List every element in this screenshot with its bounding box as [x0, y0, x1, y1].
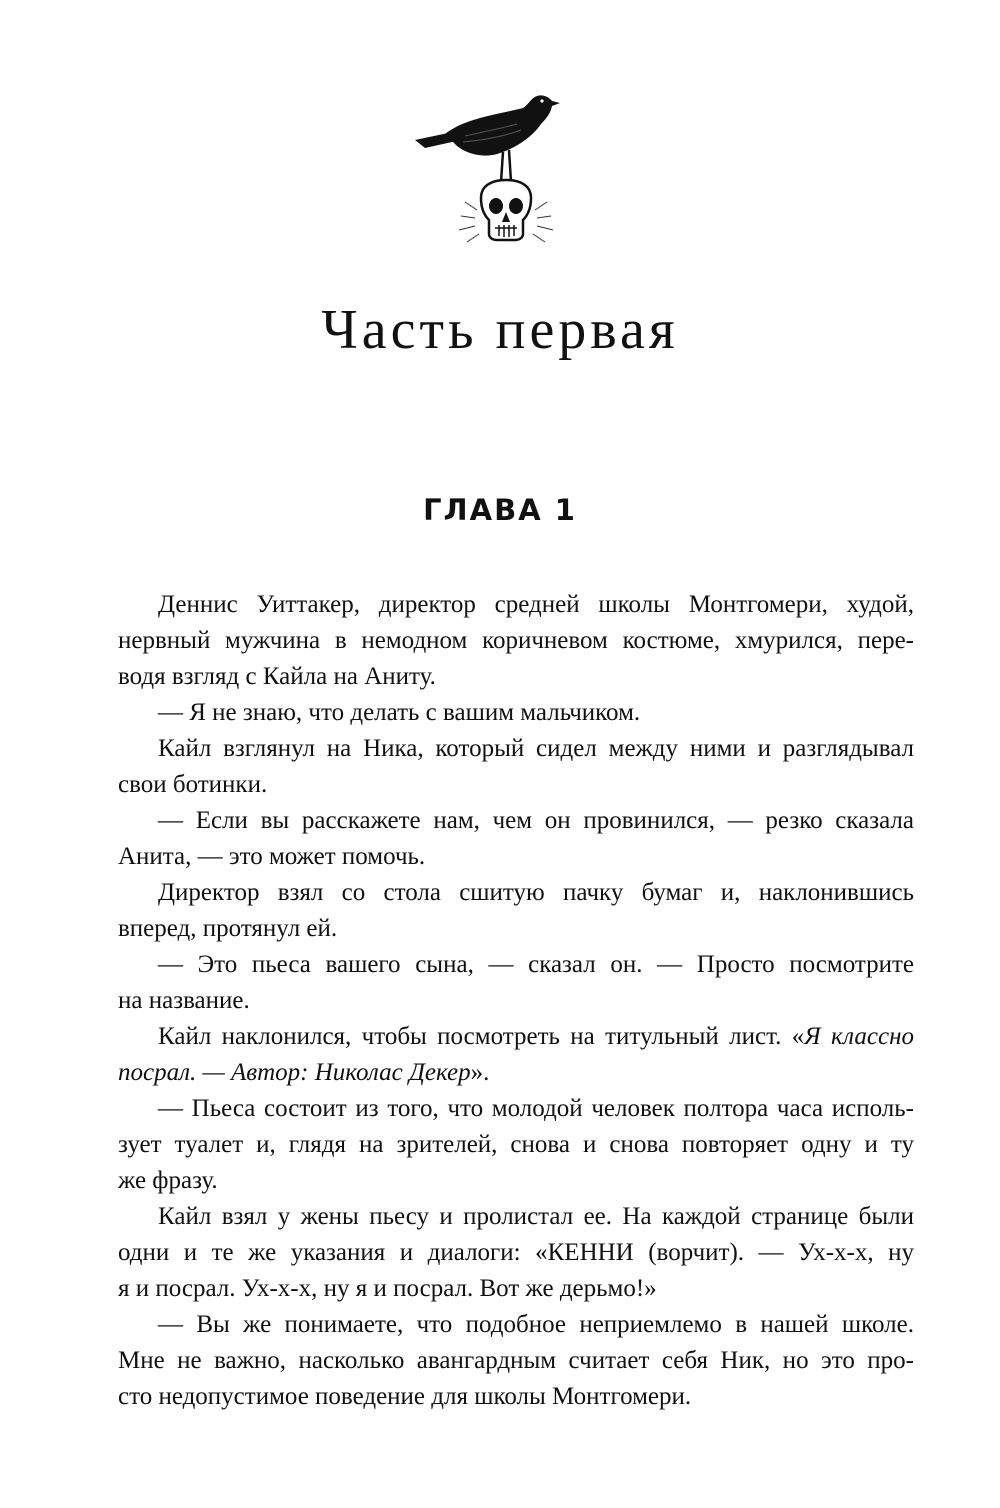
text-run: ». [470, 1059, 490, 1086]
text-line: Директор взял со стола сшитую пачку бумаг и, наклонившись [158, 879, 914, 906]
text-line: Кайл взял у жены пьесу и пролистал ее. На каждой странице были [158, 1203, 914, 1230]
text-line: — Вы же понимаете, что подобное неприемлемо в нашей школе. [158, 1311, 914, 1338]
text-line: — Если вы расскажете нам, чем он провинился, — резко сказала [158, 807, 914, 834]
text-line: одни и те же указания и диалоги: «КЕННИ (ворчит). — Ух-х-х, ну [118, 1239, 914, 1266]
chapter-title: ГЛАВА 1 [423, 493, 577, 527]
play-title-italic: посрал. — Автор: Николас Декер [118, 1059, 471, 1086]
text-line: — Я не знаю, что делать с вашим мальчиком. [158, 699, 641, 726]
text-line: свои ботинки. [118, 771, 268, 798]
paragraph [118, 1307, 914, 1415]
text-line: я и посрал. Ух-х-х, ну я и посрал. Вот же дерьмо!» [118, 1275, 657, 1302]
paragraph [118, 947, 914, 1019]
text-line [118, 1019, 914, 1055]
paragraph [118, 587, 914, 695]
text-run: Кайл наклонился, чтобы посмотреть на титульный лист. « [158, 1023, 805, 1050]
paragraph [118, 1019, 914, 1091]
text-line: — Это пьеса вашего сына, — сказал он. — Просто посмотрите [158, 951, 914, 978]
text-line: вперед, протянул ей. [118, 915, 338, 942]
text-line: — Пьеса состоит из того, что молодой человек полтора часа исполь- [158, 1095, 914, 1122]
paragraph [118, 695, 914, 731]
paragraph [118, 731, 914, 803]
text-line: Анита, — это может помочь. [118, 843, 426, 870]
paragraph [118, 1091, 914, 1199]
paragraph [118, 875, 914, 947]
text-line: Мне не важно, насколько авангардным считает себя Ник, но это про- [118, 1347, 914, 1374]
text-line: Деннис Уиттакер, директор средней школы Монтгомери, худой, [158, 591, 914, 618]
paragraph [118, 1199, 914, 1307]
text-line: нервный мужчина в немодном коричневом костюме, хмурился, пере- [118, 627, 914, 654]
text-line: зует туалет и, глядя на зрителей, снова и снова повторяет одну и ту [118, 1131, 914, 1158]
paragraph [118, 803, 914, 875]
text-line: Кайл взглянул на Ника, который сидел между ними и разглядывал [158, 735, 914, 762]
text-line: водя взгляд с Кайла на Аниту. [118, 663, 436, 690]
text-line: же фразу. [118, 1167, 218, 1194]
play-title-italic: Я классно [804, 1023, 914, 1050]
text-line: на название. [118, 987, 250, 1014]
text-line: сто недопустимое поведение для школы Монтгомери. [118, 1383, 692, 1410]
chapter-body [118, 587, 914, 1415]
raven-on-skull-icon [405, 88, 575, 258]
part-title: Часть первая [321, 299, 679, 361]
text-line [118, 1055, 914, 1091]
